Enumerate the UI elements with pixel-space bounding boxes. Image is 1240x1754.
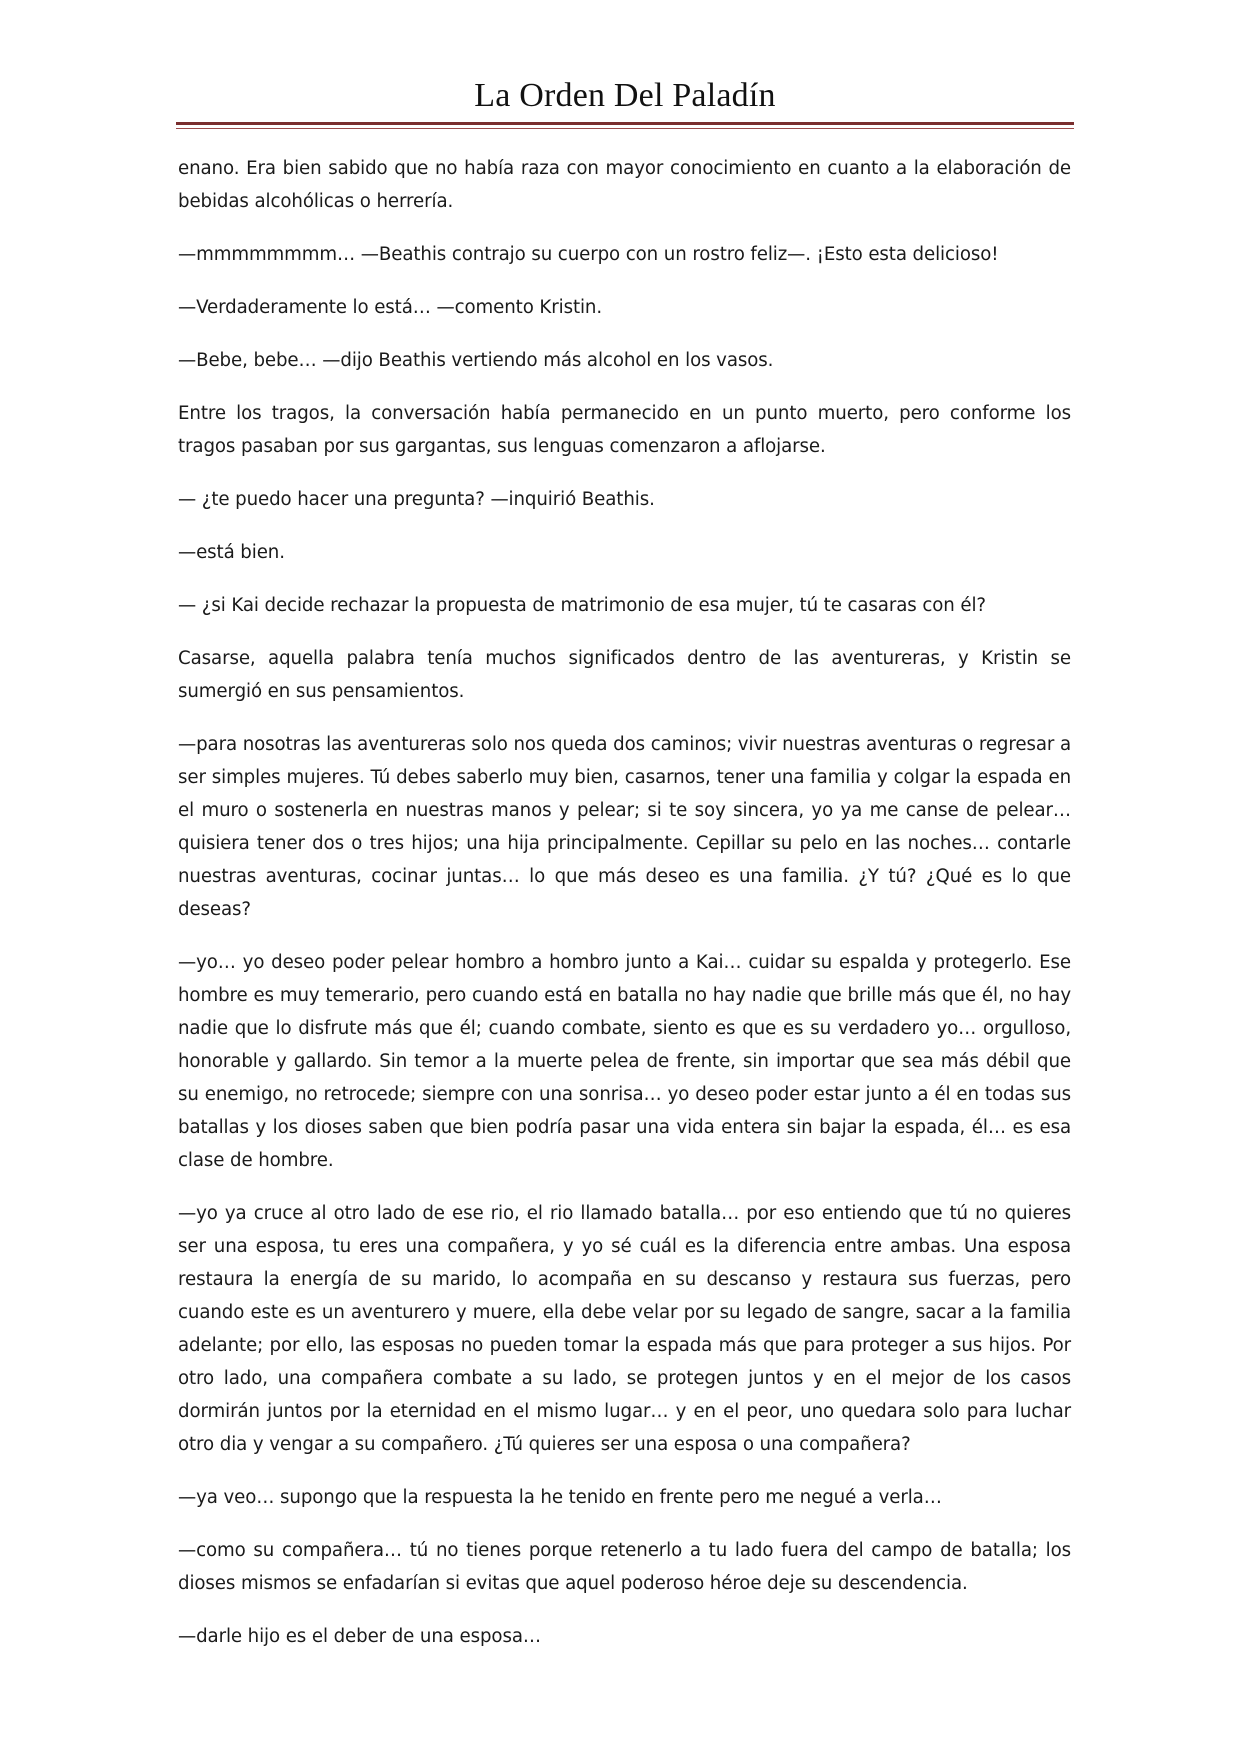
paragraph: —Verdaderamente lo está… —comento Kristin. <box>178 297 603 318</box>
paragraph: —yo… yo deseo poder pelear hombro a hombro junto a Kai… cuidar su espalda y protegerlo. Ese hombre es muy temerario, pero cuando está en batalla no hay nadie que brille más que él, no hay nadie que lo disfrute más que él; cuando combate, siento es que es su verdadero yo… orgulloso, honorable y gallardo. Sin temor a la muerte pelea de frente, sin importar que sea más débil que su enemigo, no retrocede; siempre con una sonrisa… yo deseo poder estar junto a él en todas sus batallas y los dioses saben que bien podría pasar una vida entera sin bajar la espada, él… es esa clase de hombre. <box>178 952 1071 1171</box>
paragraph: enano. Era bien sabido que no había raza con mayor conocimiento en cuanto a la elaboración de bebidas alcohólicas o herrería. <box>178 158 1071 212</box>
paragraph: —darle hijo es el deber de una esposa… <box>178 1626 541 1647</box>
page-title: La Orden Del Paladín <box>474 77 776 114</box>
paragraph: —yo ya cruce al otro lado de ese rio, el rio llamado batalla… por eso entiendo que tú no quieres ser una esposa, tu eres una compañera, y yo sé cuál es la diferencia entre ambas. Una esposa restaura la energía de su marido, lo acompaña en su descanso y restaura sus fuerzas, pero cuando este es un aventurero y muere, ella debe velar por su legado de sangre, sacar a la familia adelante; por ello, las esposas no pueden tomar la espada más que para proteger a sus hijos. Por otro lado, una compañera combate a su lado, se protegen juntos y en el mejor de los casos dormirán juntos por la eternidad en el mismo lugar… y en el peor, uno quedara solo para luchar otro dia y vengar a su compañero. ¿Tú quieres ser una esposa o una compañera? <box>178 1203 1071 1455</box>
paragraph: —mmmmmmmm… —Beathis contrajo su cuerpo con un rostro feliz—. ¡Esto esta delicioso! <box>178 244 999 265</box>
paragraph: —está bien. <box>178 542 285 563</box>
paragraph: Entre los tragos, la conversación había permanecido en un punto muerto, pero conforme los tragos pasaban por sus gargantas, sus lenguas comenzaron a aflojarse. <box>178 403 1071 457</box>
paragraph: —como su compañera… tú no tienes porque retenerlo a tu lado fuera del campo de batalla; los dioses mismos se enfadarían si evitas que aquel poderoso héroe deje su descendencia. <box>178 1540 1071 1594</box>
page-body <box>178 152 1071 1673</box>
header-rule <box>176 122 1074 125</box>
paragraph: —Bebe, bebe… —dijo Beathis vertiendo más alcohol en los vasos. <box>178 350 774 371</box>
paragraph: —para nosotras las aventureras solo nos queda dos caminos; vivir nuestras aventuras o regresar a ser simples mujeres. Tú debes saberlo muy bien, casarnos, tener una familia y colgar la espada en el muro o sostenerla en nuestras manos y pelear; si te soy sincera, yo ya me canse de pelear… quisiera tener dos o tres hijos; una hija principalmente. Cepillar su pelo en las noches… contarle nuestras aventuras, cocinar juntas… lo que más deseo es una familia. ¿Y tú? ¿Qué es lo que deseas? <box>178 734 1071 920</box>
page-header <box>176 72 1074 129</box>
paragraph: Casarse, aquella palabra tenía muchos significados dentro de las aventureras, y Kristin se sumergió en sus pensamientos. <box>178 648 1071 702</box>
header-rule-thin <box>176 128 1074 129</box>
paragraph: —ya veo… supongo que la respuesta la he tenido en frente pero me negué a verla… <box>178 1487 942 1508</box>
paragraph: — ¿te puedo hacer una pregunta? —inquirió Beathis. <box>178 489 655 510</box>
paragraph: — ¿si Kai decide rechazar la propuesta de matrimonio de esa mujer, tú te casaras con él? <box>178 595 986 616</box>
